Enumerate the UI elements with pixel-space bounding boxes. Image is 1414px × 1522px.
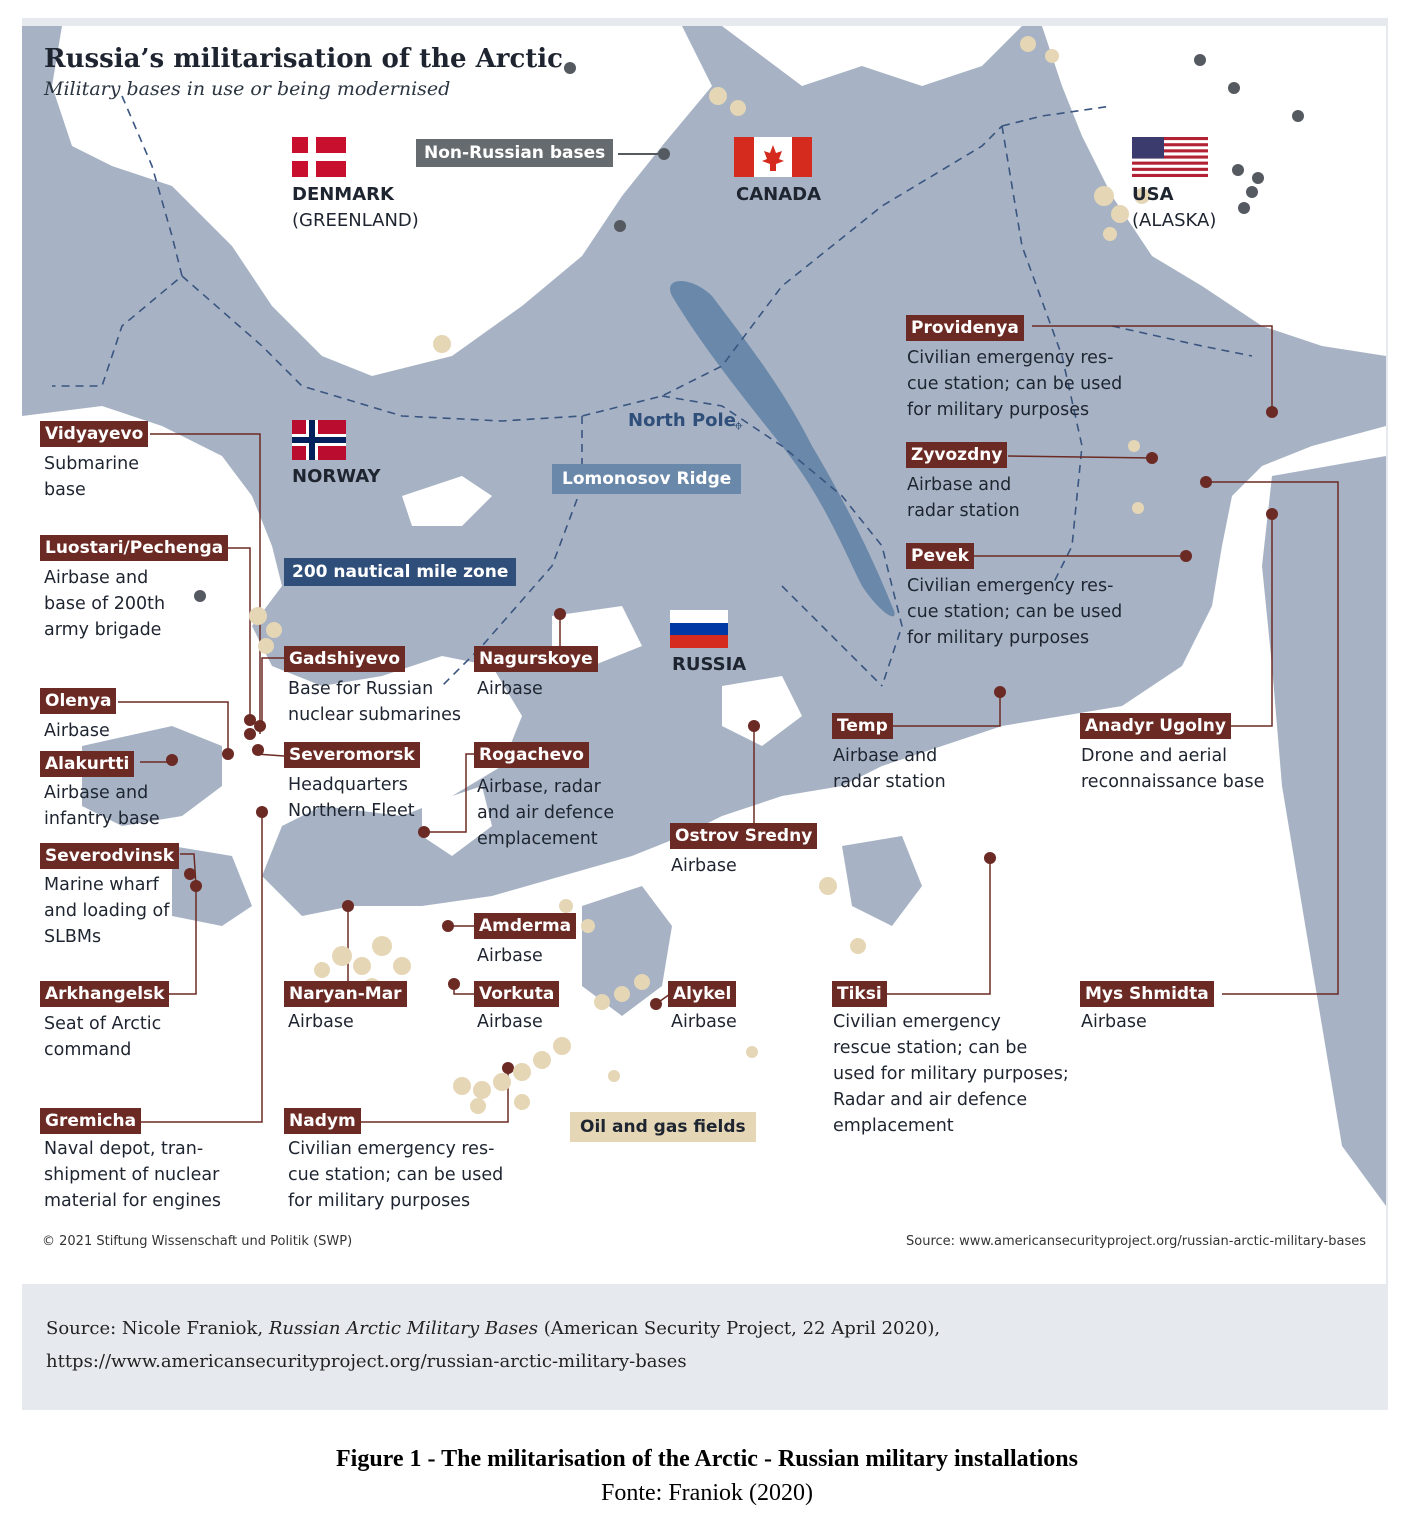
base-desc-providenya: Civilian emergency res- cue station; can be used for military purposes [907, 348, 1123, 420]
base-desc-pevek: Civilian emergency res- cue station; can be used for military purposes [907, 576, 1123, 648]
base-desc-anadyr-ugolny: Drone and aerial reconnaissance base [1081, 746, 1265, 792]
base-label-luostari: Luostari/Pechenga [40, 535, 228, 561]
russia-flag-icon [670, 610, 728, 648]
usa-flag-icon [1132, 137, 1208, 177]
base-desc-tiksi: Civilian emergency rescue station; can be used for military purposes; Radar and air defence emplacement [833, 1012, 1069, 1136]
legend-non-russian-leader [618, 153, 662, 155]
base-label-vidyayevo: Vidyayevo [40, 421, 148, 447]
base-desc-vidyayevo: Submarine base [44, 454, 139, 500]
figure-caption: Figure 1 - The militarisation of the Arctic - Russian military installations [336, 1446, 1078, 1472]
base-desc-luostari: Airbase and base of 200th army brigade [44, 568, 166, 640]
country-usa-sub: (ALASKA) [1132, 210, 1217, 231]
base-label-tiksi: Tiksi [832, 981, 887, 1007]
base-desc-vorkuta: Airbase [477, 1012, 543, 1032]
base-label-rogachevo: Rogachevo [474, 742, 589, 768]
base-desc-ostrov-sredny: Airbase [671, 856, 737, 876]
base-label-alykel: Alykel [668, 981, 736, 1007]
map-source-url: Source: www.americansecurityproject.org/russian-arctic-military-bases [906, 1234, 1366, 1249]
base-desc-nagurskoye: Airbase [477, 679, 543, 699]
base-label-vorkuta: Vorkuta [474, 981, 559, 1007]
reference-line-1: Source: Nicole Franiok, Russian Arctic Military Bases (American Security Project, 22 April 2020), [46, 1318, 941, 1339]
base-label-gremicha: Gremicha [40, 1108, 141, 1134]
denmark-flag-icon [292, 137, 346, 177]
base-label-mys-shmidta: Mys Shmidta [1080, 981, 1214, 1007]
map-subtitle: Military bases in use or being modernised [44, 78, 451, 100]
base-label-nadym: Nadym [284, 1108, 361, 1134]
base-desc-alakurtti: Airbase and infantry base [44, 783, 160, 829]
base-desc-zyvozdny: Airbase and radar station [907, 475, 1020, 521]
figure-source: Fonte: Franiok (2020) [601, 1480, 813, 1506]
map-copyright: © 2021 Stiftung Wissenschaft und Politik (SWP) [42, 1234, 353, 1249]
base-label-ostrov-sredny: Ostrov Sredny [670, 823, 817, 849]
base-label-severomorsk: Severomorsk [284, 742, 420, 768]
base-label-alakurtti: Alakurtti [40, 751, 134, 777]
country-usa: USA [1132, 184, 1174, 205]
legend-non-russian-bases: Non-Russian bases [416, 139, 613, 167]
base-label-providenya: Providenya [906, 315, 1024, 341]
north-pole-marker-icon: ⌖ [734, 416, 744, 435]
country-norway: NORWAY [292, 466, 381, 487]
country-denmark: DENMARK [292, 184, 394, 205]
base-label-anadyr-ugolny: Anadyr Ugolny [1080, 713, 1231, 739]
reference-line-2: https://www.americansecurityproject.org/russian-arctic-military-bases [46, 1351, 687, 1372]
north-pole-label: North Pole [628, 410, 736, 431]
base-desc-nadym: Civilian emergency res- cue station; can be used for military purposes [288, 1139, 504, 1211]
base-label-nagurskoye: Nagurskoye [474, 646, 598, 672]
base-label-pevek: Pevek [906, 543, 974, 569]
country-russia: RUSSIA [672, 654, 747, 675]
base-label-olenya: Olenya [40, 688, 116, 714]
country-denmark-sub: (GREENLAND) [292, 210, 419, 231]
base-label-amderma: Amderma [474, 913, 576, 939]
base-label-gadshiyevo: Gadshiyevo [284, 646, 405, 672]
base-label-arkhangelsk: Arkhangelsk [40, 981, 169, 1007]
nautical-zone-label: 200 nautical mile zone [284, 558, 516, 586]
country-canada: CANADA [736, 184, 822, 205]
base-desc-severomorsk: Headquarters Northern Fleet [288, 775, 415, 821]
base-desc-amderma: Airbase [477, 946, 543, 966]
lomonosov-ridge-label: Lomonosov Ridge [552, 464, 741, 494]
oil-gas-fields-label: Oil and gas fields [570, 1112, 756, 1142]
base-desc-gremicha: Naval depot, tran- shipment of nuclear material for engines [44, 1139, 222, 1211]
base-desc-arkhangelsk: Seat of Arctic command [44, 1014, 162, 1060]
base-desc-olenya: Airbase [44, 721, 110, 741]
base-label-temp: Temp [832, 713, 893, 739]
norway-flag-icon [292, 420, 346, 460]
base-desc-alykel: Airbase [671, 1012, 737, 1032]
base-desc-rogachevo: Airbase, radar and air defence emplacement [477, 777, 615, 849]
arctic-map [22, 26, 1386, 1284]
base-desc-mys-shmidta: Airbase [1081, 1012, 1147, 1032]
base-label-naryan-mar: Naryan-Mar [284, 981, 407, 1007]
base-desc-temp: Airbase and radar station [833, 746, 946, 792]
map-title: Russia’s militarisation of the Arctic [44, 44, 563, 74]
base-desc-gadshiyevo: Base for Russian nuclear submarines [288, 679, 462, 725]
canada-flag-icon [734, 137, 812, 177]
base-desc-naryan-mar: Airbase [288, 1012, 354, 1032]
base-desc-severodvinsk: Marine wharf and loading of SLBMs [44, 875, 170, 947]
base-label-severodvinsk: Severodvinsk [40, 843, 179, 869]
base-label-zyvozdny: Zyvozdny [906, 442, 1007, 468]
